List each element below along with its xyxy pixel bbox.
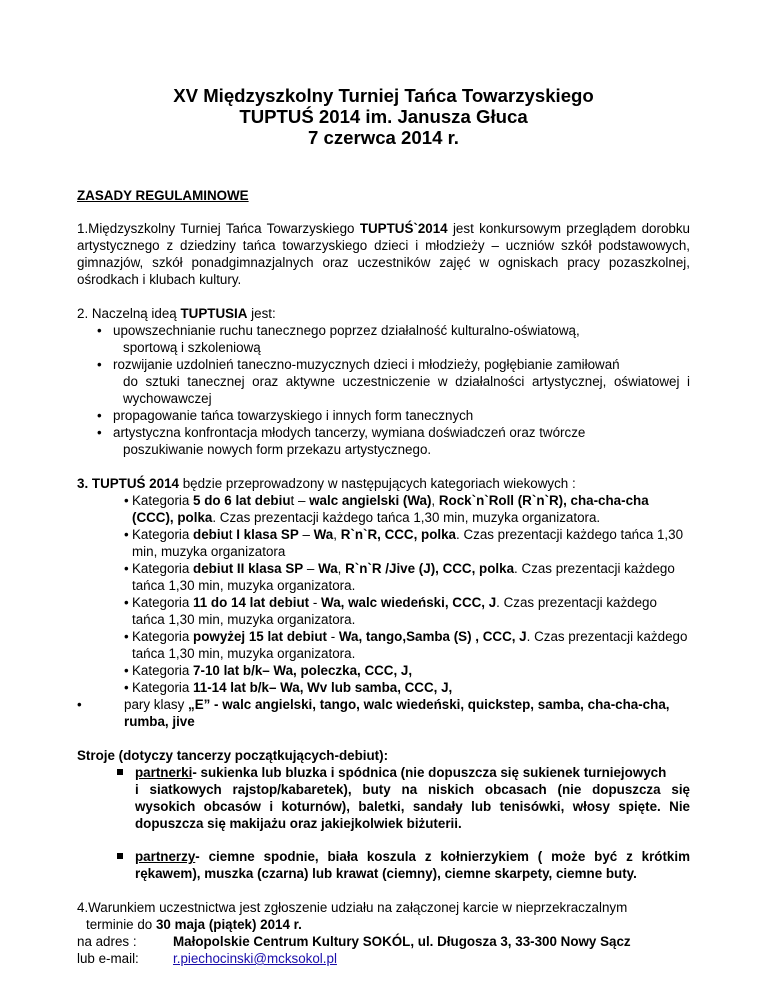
bullet-icon: • xyxy=(77,697,82,712)
t: , xyxy=(337,561,346,576)
bullet-icon: • xyxy=(97,425,102,440)
category-item xyxy=(124,628,690,662)
s4-line-1: 4.Warunkiem uczestnictwa jest zgłoszenie udziału na załączonej karcie w nieprzekraczalnym xyxy=(77,900,628,915)
stroje-section xyxy=(77,747,690,882)
t: Kategoria xyxy=(132,493,194,508)
square-bullet-icon xyxy=(117,853,123,859)
title-block xyxy=(77,85,690,148)
category-item xyxy=(124,560,690,594)
s1-rest: jest konkursowym przeglądem dorobku artystycznego z dziedziny tańca towarzyskiego dzieci i młodzieży – uczniów szkół podstawowych, gimnazjów, szkół ponadgimnazjalnych oraz uczestników zajęć w ogniskach pracy pozaszkolnej, ośrodkach i klubach kultury. xyxy=(77,221,690,287)
bullet-text: upowszechnianie ruchu tanecznego poprzez działalność kulturalno-oświatową, xyxy=(113,323,580,338)
t: t xyxy=(228,527,237,542)
bullet-icon: • xyxy=(97,323,102,338)
category-item xyxy=(124,594,690,628)
t: Kategoria xyxy=(132,527,194,542)
bullet-text: artystyczna konfrontacja młodych tancerzy, wymiana doświadczeń oraz twórcze xyxy=(113,425,586,440)
bullet-icon: • xyxy=(124,561,129,576)
t: Kategoria xyxy=(132,663,194,678)
section-3-lead xyxy=(77,475,690,492)
list-item xyxy=(77,407,690,424)
square-bullet-icon xyxy=(117,769,123,775)
t: , xyxy=(333,527,341,542)
t: I klasa SP xyxy=(236,527,299,542)
t: 11 do 14 lat debiut xyxy=(193,595,310,610)
bullet-icon: • xyxy=(97,357,102,372)
t: . Czas prezentacji każdego tańca 1,30 min, muzyka organizatora. xyxy=(132,595,657,627)
t: Kategoria xyxy=(132,629,194,644)
s4-deadline-lead: terminie do xyxy=(86,917,156,932)
t: pary klasy xyxy=(124,697,188,712)
t: . Czas prezentacji każdego tańca 1,30 min, muzyka organizatora. xyxy=(132,629,688,661)
email-row xyxy=(77,950,690,967)
t: 11-14 lat b/k– Wa, Wv lub samba, CCC, J, xyxy=(193,680,453,695)
bullet-icon: • xyxy=(124,595,129,610)
t: Wa, walc wiedeński, CCC, J xyxy=(321,595,497,610)
email-link[interactable]: r.piechocinski@mcksokol.pl xyxy=(173,951,337,966)
list-item xyxy=(77,848,690,882)
t: 7-10 lat b/k– Wa, poleczka, CCC, J, xyxy=(193,663,413,678)
address-row xyxy=(77,933,690,950)
list-item xyxy=(77,764,690,832)
bullet-text: rozwijanie uzdolnień taneczno-muzycznych dzieci i młodzieży, pogłębianie zamiłowań xyxy=(113,357,620,372)
t: Kategoria xyxy=(132,680,194,695)
t: – xyxy=(298,527,314,542)
t: – xyxy=(303,561,319,576)
document-page xyxy=(77,85,690,967)
email-label: lub e-mail: xyxy=(77,951,139,966)
s2-bold: TUPTUSIA xyxy=(180,306,248,321)
t: R`n`R /Jive (J), CCC, polka xyxy=(345,561,515,576)
s2-lead: 2. Naczelną ideą xyxy=(77,306,181,321)
s1-bold: TUPTUŚ`2014 xyxy=(359,221,448,236)
title-line-3: 7 czerwca 2014 r. xyxy=(308,127,459,148)
title-line-2: TUPTUŚ 2014 im. Janusza Głuca xyxy=(239,106,528,127)
bullet-icon: • xyxy=(124,527,129,542)
s2-tail: jest: xyxy=(247,306,276,321)
partnerzy-label: partnerzy xyxy=(135,849,196,864)
t: . Czas prezentacji każdego tańca 1,30 min, muzyka organizatora. xyxy=(132,561,675,593)
category-item xyxy=(124,492,690,526)
section-2 xyxy=(77,305,690,458)
bullet-text-cont: poszukiwanie nowych form przekazu artystycznego. xyxy=(123,442,432,457)
t: „E” - walc angielski, tango, walc wiedeński, quickstep, samba, cha-cha-cha, rumba, jive xyxy=(124,697,670,729)
section-2-bullets xyxy=(77,322,690,458)
t: Wa xyxy=(318,561,338,576)
t: Kategoria xyxy=(132,595,194,610)
address-label: na adres : xyxy=(77,934,137,949)
bullet-icon: • xyxy=(124,493,129,508)
t: . Czas prezentacji każdego tańca 1,30 min, muzyka organizatora. xyxy=(212,510,601,525)
t: Rock`n`Roll (R`n`R), cha-cha-cha (CCC), polka xyxy=(132,493,649,525)
t: walc angielski (Wa) xyxy=(309,493,432,508)
category-list xyxy=(77,492,690,730)
section-1-paragraph xyxy=(77,220,690,288)
section-2-lead xyxy=(77,305,690,322)
t: - xyxy=(309,595,322,610)
partnerki-text: - sukienka lub bluzka i spódnica (nie dopuszcza się sukienek turniejowych xyxy=(192,765,667,780)
t: t – xyxy=(290,493,310,508)
bullet-icon: • xyxy=(124,629,129,644)
section-heading: ZASADY REGULAMINOWE xyxy=(77,188,249,203)
bullet-text-cont: sportową i szkoleniową xyxy=(123,340,261,355)
t: 5 do 6 lat debiu xyxy=(193,493,291,508)
bullet-icon: • xyxy=(124,680,129,695)
address-value: Małopolskie Centrum Kultury SOKÓL, ul. Długosza 3, 33-300 Nowy Sącz xyxy=(173,934,631,949)
section-4 xyxy=(77,899,690,967)
list-item xyxy=(77,356,690,407)
category-item xyxy=(124,526,690,560)
title-line-1: XV Międzyszkolny Turniej Tańca Towarzyskiego xyxy=(173,85,594,106)
s3-lead-bold: 3. TUPTUŚ 2014 xyxy=(77,476,179,491)
category-item xyxy=(124,679,690,696)
list-item xyxy=(77,322,690,356)
stroje-title: Stroje (dotyczy tancerzy początkujących-debiut): xyxy=(77,748,389,763)
section-3 xyxy=(77,475,690,730)
list-item xyxy=(77,424,690,458)
spacer xyxy=(77,832,690,848)
category-item xyxy=(124,662,690,679)
s1-lead: 1.Międzyszkolny Turniej Tańca Towarzyskiego xyxy=(77,221,360,236)
t: R`n`R, CCC, polka xyxy=(340,527,457,542)
s3-lead: będzie przeprowadzony w następujących kategoriach wiekowych : xyxy=(178,476,576,491)
partnerzy-text: - ciemne spodnie, biała koszula z kołnierzykiem ( może być z krótkim rękawem), muszka (czarna) lub krawat (ciemny), ciemne skarpety, ciemne buty. xyxy=(135,849,690,881)
partnerki-label: partnerki xyxy=(135,765,193,780)
bullet-icon: • xyxy=(124,663,129,678)
t: . Czas prezentacji każdego tańca 1,30 min, muzyka organizatora xyxy=(132,527,684,559)
t: Wa, tango,Samba (S) , CCC, J xyxy=(338,629,527,644)
bullet-text: propagowanie tańca towarzyskiego i innych form tanecznych xyxy=(113,408,474,423)
bullet-text-cont: do sztuki tanecznej oraz aktywne uczestniczenie w działalności artystycznej, oświatowej i wychowawczej xyxy=(123,374,690,406)
s4-deadline: 30 maja (piątek) 2014 r. xyxy=(155,917,302,932)
t: Kategoria xyxy=(132,561,194,576)
partnerki-text-2: i siatkowych rajstop/kabaretek), buty na niskich obcasach (nie dopuszcza się wysokich obcasów i koturnów), baletki, sandały lub tenisówki, włosy spięte. Nie dopuszcza się makijażu oraz jakiejkolwiek biżuterii. xyxy=(135,782,690,831)
t: debiu xyxy=(193,527,229,542)
t: debiut II klasa SP xyxy=(193,561,304,576)
t: , xyxy=(431,493,439,508)
bullet-icon: • xyxy=(97,408,102,423)
t: - xyxy=(326,629,339,644)
stroje-list xyxy=(77,764,690,882)
category-item xyxy=(77,696,690,730)
s4-line-2 xyxy=(77,916,690,933)
t: Wa xyxy=(313,527,334,542)
t: powyżej 15 lat debiut xyxy=(193,629,327,644)
